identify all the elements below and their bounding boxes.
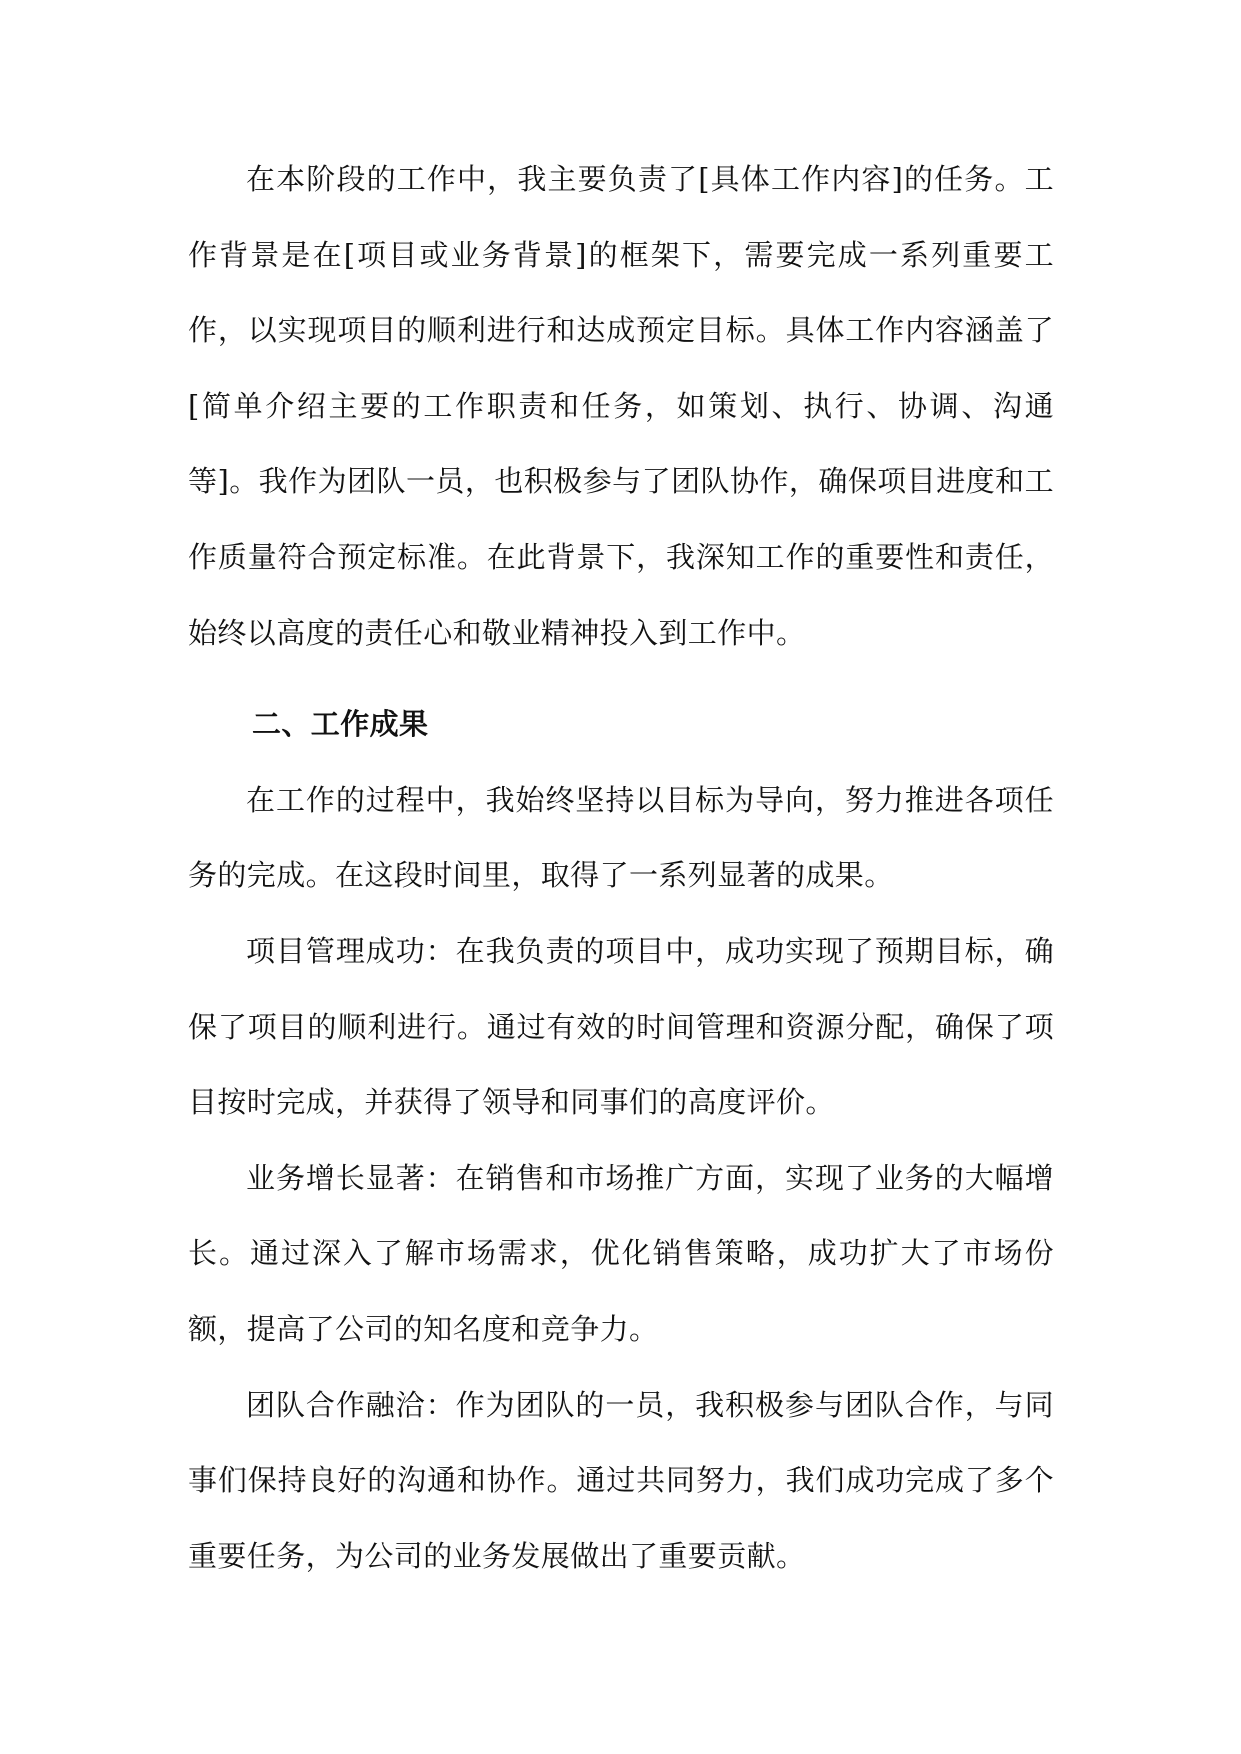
document-body <box>188 142 1054 1594</box>
intro-paragraph: 在本阶段的工作中，我主要负责了[具体工作内容]的任务。工作背景是在[项目或业务背景]的框架下，需要完成一系列重要工作，以实现项目的顺利进行和达成预定目标。具体工作内容涵盖了[简单介绍主要的工作职责和任务，如策划、执行、协调、沟通等]。我作为团队一员，也积极参与了团队协作，确保项目进度和工作质量符合预定标准。在此背景下，我深知工作的重要性和责任，始终以高度的责任心和敬业精神投入到工作中。 <box>188 162 1054 650</box>
section-heading: 二、工作成果 <box>252 707 429 742</box>
paragraph-overview: 在工作的过程中，我始终坚持以目标为导向，努力推进各项任务的完成。在这段时间里，取得了一系列显著的成果。 <box>188 782 1054 893</box>
paragraph-business-growth: 业务增长显著：在销售和市场推广方面，实现了业务的大幅增长。通过深入了解市场需求，优化销售策略，成功扩大了市场份额，提高了公司的知名度和竞争力。 <box>188 1160 1054 1346</box>
paragraph-project-management: 项目管理成功：在我负责的项目中，成功实现了预期目标，确保了项目的顺利进行。通过有效的时间管理和资源分配，确保了项目按时完成，并获得了领导和同事们的高度评价。 <box>188 933 1054 1120</box>
paragraph-teamwork: 团队合作融洽：作为团队的一员，我积极参与团队合作，与同事们保持良好的沟通和协作。通过共同努力，我们成功完成了多个重要任务，为公司的业务发展做出了重要贡献。 <box>188 1387 1054 1573</box>
